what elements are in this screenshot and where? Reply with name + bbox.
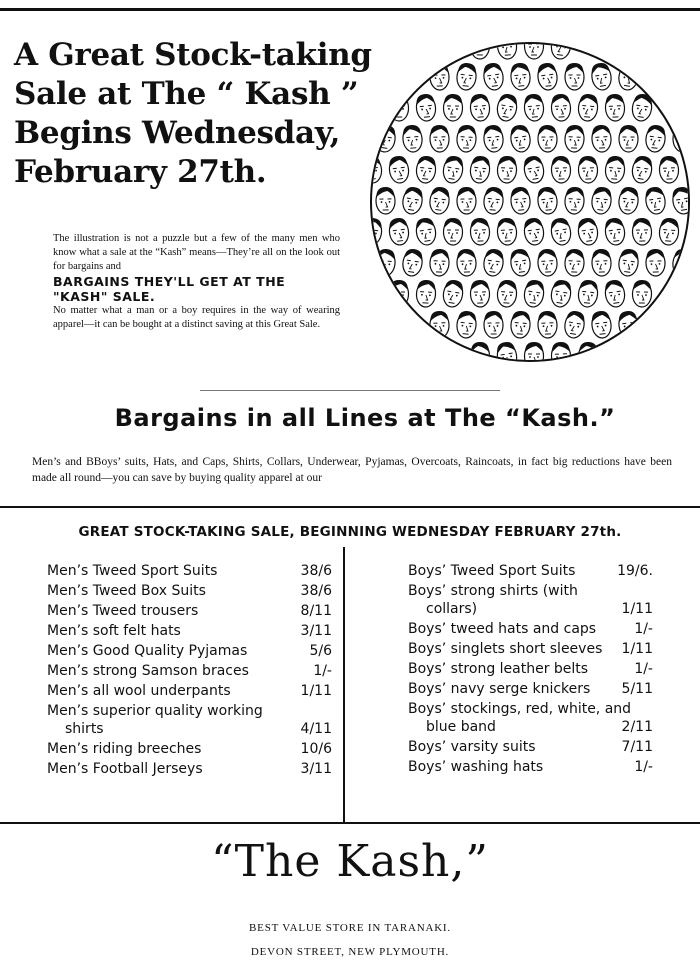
face-sketch	[605, 94, 625, 122]
boys-item-name: Boys’ Tweed Sport Suits	[408, 563, 576, 579]
bargains-heading: Bargains in all Lines at The “Kash.”	[114, 404, 616, 432]
boys-item	[408, 640, 653, 658]
boys-item-line-2	[408, 600, 653, 618]
face-sketch	[619, 125, 638, 152]
boys-item	[408, 700, 653, 736]
boys-item-price: 1/11	[621, 641, 653, 657]
mens-item-name: Men’s riding breeches	[47, 741, 202, 757]
face-sketch	[429, 311, 449, 339]
face-sketch	[564, 125, 584, 153]
mens-item	[47, 582, 332, 600]
top-rule	[0, 8, 700, 11]
mens-item-price: 38/6	[300, 583, 332, 599]
boys-item-name: Boys’ varsity suits	[408, 739, 536, 755]
boys-item-price: 2/11	[621, 719, 653, 735]
face-sketch	[430, 125, 450, 153]
boys-item-line-1	[408, 582, 653, 600]
face-sketch	[646, 249, 666, 277]
mens-item-name: Men’s Tweed Box Suits	[47, 583, 206, 599]
mens-item-name: Men’s Good Quality Pyjamas	[47, 643, 248, 659]
headline	[14, 36, 374, 192]
face-sketch	[376, 187, 396, 214]
boys-item-price: 19/6.	[617, 563, 653, 579]
mens-item	[47, 642, 332, 660]
section-rule-bottom	[0, 822, 700, 824]
face-sketch	[443, 94, 462, 121]
mens-item-price: 8/11	[300, 603, 332, 619]
boys-item-name: Boys’ washing hats	[408, 759, 544, 775]
mens-item	[47, 602, 332, 620]
boys-item	[408, 738, 653, 756]
sale-heading: GREAT STOCK-TAKING SALE, BEGINNING WEDNESDAY FEBRUARY 27th.	[78, 524, 622, 540]
boys-item-line-2	[408, 718, 653, 736]
face-sketch	[484, 311, 504, 338]
boys-item	[408, 620, 653, 638]
column-divider	[343, 547, 345, 823]
store-tagline: BEST VALUE STORE IN TARANAKI.	[249, 922, 451, 934]
mens-item	[47, 662, 332, 680]
face-sketch	[632, 218, 652, 246]
mens-item-price: 3/11	[300, 623, 332, 639]
face-sketch	[457, 187, 476, 214]
face-sketch	[578, 156, 598, 184]
mens-price-list	[47, 562, 332, 780]
section-rule-top	[0, 506, 700, 508]
boys-item	[408, 680, 653, 698]
mens-item-price: 5/6	[309, 643, 332, 659]
boys-item	[408, 562, 653, 580]
mens-item-price: 3/11	[300, 761, 332, 777]
store-name-logo: “The Kash,”	[211, 836, 489, 887]
mens-item	[47, 760, 332, 778]
boys-item-name: Boys’ strong leather belts	[408, 661, 589, 677]
crowd-of-faces-illustration	[368, 40, 692, 364]
boys-item-name: Boys’ tweed hats and caps	[408, 621, 597, 637]
face-sketch	[389, 94, 409, 121]
mens-item-line-2	[47, 720, 332, 738]
mens-item-name: Men’s Football Jerseys	[47, 761, 203, 777]
boys-item	[408, 582, 653, 618]
mens-item-name: Men’s Tweed Sport Suits	[47, 563, 218, 579]
boys-item-wrap	[408, 700, 653, 736]
headline-line-3: Begins Wednesday,	[14, 115, 341, 151]
boys-item	[408, 758, 653, 776]
boys-item-price: 1/-	[634, 759, 653, 775]
face-sketch	[497, 156, 517, 184]
boys-item-name: Boys’ strong shirts (with	[408, 583, 578, 599]
boys-item-price: 7/11	[621, 739, 653, 755]
face-sketch	[565, 249, 585, 277]
intro-paragraph-1: The illustration is not a puzzle but a few of the many men who know what a sale at the “Kash” means—They’re all on the look out for bargains and	[53, 233, 340, 272]
boys-item-name-cont: collars)	[426, 601, 478, 617]
mens-item-wrap	[47, 702, 332, 738]
boys-item-line-1	[408, 700, 653, 718]
boys-item-name: Boys’ singlets short sleeves	[408, 641, 603, 657]
mens-item-name: Men’s soft felt hats	[47, 623, 181, 639]
mens-item-name: Men’s strong Samson braces	[47, 663, 249, 679]
mens-item-price: 1/11	[300, 683, 332, 699]
boys-item-wrap	[408, 582, 653, 618]
headline-line-1: A Great Stock-taking	[14, 37, 372, 73]
face-sketch	[632, 280, 652, 307]
mens-item	[47, 702, 332, 738]
mens-item	[47, 562, 332, 580]
store-address: DEVON STREET, NEW PLYMOUTH.	[250, 946, 450, 958]
boys-item-price: 1/-	[634, 661, 653, 677]
face-sketch	[538, 125, 558, 153]
mens-item-price: 1/-	[313, 663, 332, 679]
face-sketch	[429, 249, 449, 277]
mens-item-name-cont: shirts	[65, 721, 104, 737]
lines-description: Men’s and BBoys’ suits, Hats, and Caps, Shirts, Collars, Underwear, Pyjamas, Overcoats, Raincoats, in fact big reductions have been made all round—you can save by buying quality apparel at our	[32, 456, 672, 484]
mens-item-price: 38/6	[300, 563, 332, 579]
boys-item-name: Boys’ stockings, red, white, and	[408, 701, 632, 717]
face-sketch	[659, 156, 679, 184]
boys-item-price: 1/11	[621, 601, 653, 617]
boys-item-name: Boys’ navy serge knickers	[408, 681, 591, 697]
face-sketch	[456, 249, 476, 277]
boys-price-list	[408, 562, 653, 778]
mens-item	[47, 622, 332, 640]
headline-divider-rule	[200, 390, 500, 391]
mens-item	[47, 682, 332, 700]
boys-item-price: 5/11	[621, 681, 653, 697]
boys-item	[408, 660, 653, 678]
face-sketch	[470, 280, 490, 308]
mens-item-line-1	[47, 702, 332, 720]
face-sketch	[551, 156, 571, 184]
intro-text	[53, 232, 340, 332]
mens-item	[47, 740, 332, 758]
intro-emphasis: BARGAINS THEY'LL GET AT THE "KASH" SALE.	[53, 274, 286, 304]
headline-line-2: Sale at The “ Kash ”	[14, 76, 359, 112]
mens-item-name: Men’s superior quality working	[47, 703, 263, 719]
boys-item-name-cont: blue band	[426, 719, 496, 735]
face-sketch	[565, 63, 584, 90]
mens-item-name: Men’s all wool underpants	[47, 683, 231, 699]
headline-line-4: February 27th.	[14, 154, 267, 190]
face-sketch	[443, 218, 462, 245]
boys-item-price: 1/-	[634, 621, 653, 637]
mens-item-price: 10/6	[300, 741, 332, 757]
face-sketch	[537, 311, 557, 339]
face-sketch	[591, 249, 611, 277]
mens-item-price: 4/11	[300, 721, 332, 737]
face-sketch	[470, 218, 490, 246]
mens-item-name: Men’s Tweed trousers	[47, 603, 199, 619]
intro-paragraph-2: No matter what a man or a boy requires in the way of wearing apparel—it can be bought at a distinct saving at this Great Sale.	[53, 305, 340, 330]
